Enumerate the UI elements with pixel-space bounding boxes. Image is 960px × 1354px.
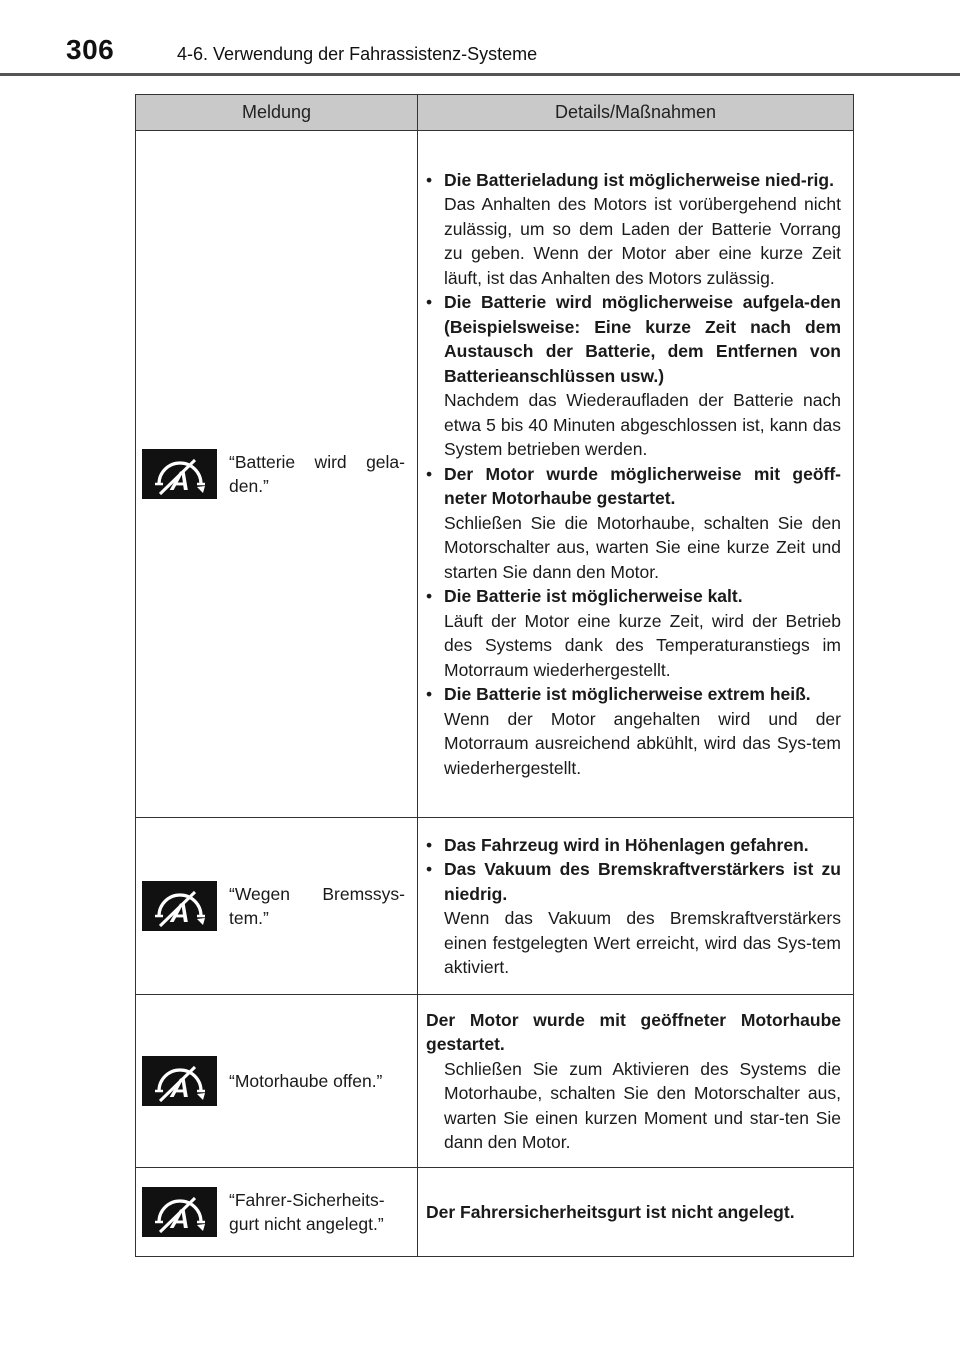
header-divider bbox=[0, 73, 960, 76]
system-unavailable-icon bbox=[142, 881, 217, 931]
message-cell bbox=[136, 131, 418, 818]
column-header-details: Details/Maßnahmen bbox=[418, 95, 854, 131]
message-text: “Motorhaube offen.” bbox=[229, 1070, 383, 1091]
svg-text:A: A bbox=[169, 1073, 190, 1103]
section-title: 4-6. Verwendung der Fahrassistenz-Systeme bbox=[177, 44, 538, 64]
message-text: “Wegen Bremssys-tem.” bbox=[229, 883, 405, 928]
list-item: • Die Batterieladung ist möglicherweise nied-rig. Das Anhalten des Motors ist vorübergehend nicht zulässig, um so dem Laden der Batterie Vorrang zu geben. Wenn der Motor aber eine kurze Zeit läuft, ist das Anhalten des Motors zulässig. bbox=[426, 169, 841, 288]
page-number: 306 bbox=[66, 34, 115, 65]
list-item: • Der Motor wurde möglicherweise mit geöff-neter Motorhaube gestartet. Schließen Sie die Motorhaube, schalten Sie den Motorschalter aus, warten Sie eine kurze Zeit und starten Sie dann den Motor. bbox=[426, 463, 841, 582]
message-table bbox=[135, 94, 854, 1257]
message-cell bbox=[136, 1168, 418, 1257]
details-heading: Der Motor wurde mit geöffneter Motorhaube gestartet. bbox=[426, 1009, 841, 1054]
details-cell bbox=[418, 995, 854, 1168]
table-header-row bbox=[136, 95, 854, 131]
system-unavailable-icon bbox=[142, 1056, 217, 1106]
list-item: • Das Fahrzeug wird in Höhenlagen gefahren. bbox=[426, 834, 809, 855]
details-cell bbox=[418, 131, 854, 818]
message-text: “Fahrer-Sicherheits-gurt nicht angelegt.” bbox=[229, 1189, 385, 1234]
svg-text:A: A bbox=[169, 898, 190, 928]
list-item: • Die Batterie wird möglicherweise aufgela-den (Beispielsweise: Eine kurze Zeit nach dem Austausch der Batterie, dem Entfernen von Batterieanschlüssen usw.) Nachdem das Wiederaufladen der Batterie nach etwa 5 bis 40 Minuten abgeschlossen ist, kann das System betrieben werden. bbox=[426, 292, 841, 460]
details-heading: Der Fahrersicherheitsgurt ist nicht angelegt. bbox=[426, 1201, 795, 1222]
table-row bbox=[136, 995, 854, 1168]
svg-text:A: A bbox=[169, 466, 190, 496]
details-text: Schließen Sie zum Aktivieren des Systems die Motorhaube, schalten Sie den Motorschalter aus, warten Sie einen kurzen Moment und star-ten Sie dann den Motor. bbox=[444, 1058, 841, 1152]
table-row bbox=[136, 818, 854, 995]
system-unavailable-icon bbox=[142, 1187, 217, 1237]
list-item: • Die Batterie ist möglicherweise kalt. Läuft der Motor eine kurze Zeit, wird der Betrieb des Systems dank des Temperaturanstiegs im Motorraum wiederhergestellt. bbox=[426, 586, 841, 680]
column-header-message: Meldung bbox=[136, 95, 418, 131]
list-item: • Die Batterie ist möglicherweise extrem heiß. Wenn der Motor angehalten wird und der Motorraum ausreichend abkühlt, wird das Sys-tem wiederhergestellt. bbox=[426, 684, 841, 778]
message-cell bbox=[136, 818, 418, 995]
table-row bbox=[136, 131, 854, 818]
system-unavailable-icon bbox=[142, 449, 217, 499]
list-item: • Das Vakuum des Bremskraftverstärkers ist zu niedrig. Wenn das Vakuum des Bremskraftverstärkers einen festgelegten Wert erreicht, wird das Sys-tem aktiviert. bbox=[426, 859, 841, 977]
details-cell bbox=[418, 818, 854, 995]
table-row bbox=[136, 1168, 854, 1257]
page-header bbox=[0, 0, 960, 80]
message-text: “Batterie wird gela-den.” bbox=[229, 451, 405, 496]
details-cell bbox=[418, 1168, 854, 1257]
svg-text:A: A bbox=[169, 1204, 190, 1234]
message-cell bbox=[136, 995, 418, 1168]
